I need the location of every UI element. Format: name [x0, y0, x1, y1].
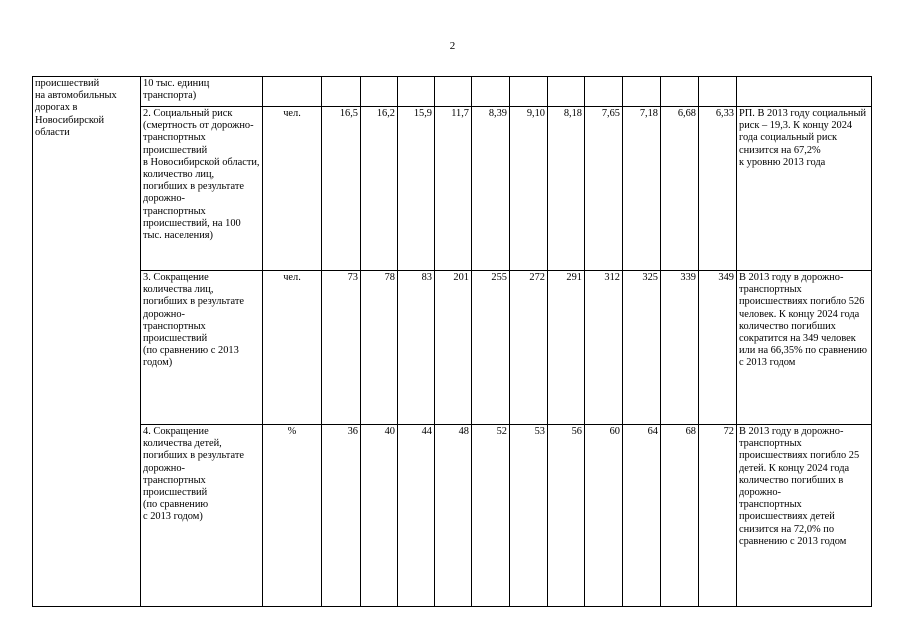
unit-cell: чел.	[263, 271, 322, 425]
value-cell: 44	[398, 425, 435, 607]
value-cell: 201	[435, 271, 472, 425]
note-cell: В 2013 году в дорожно- транспортных происшествиях погибло 526 человек. К концу 2024 года количество погибших сократится на 349 человек или на 66,35% по сравнению с 2013 годом	[737, 271, 872, 425]
table-row	[33, 271, 872, 425]
value-cell: 11,7	[435, 107, 472, 271]
value-cell	[398, 77, 435, 107]
value-cell: 56	[548, 425, 585, 607]
value-cell	[699, 77, 737, 107]
value-cell: 6,33	[699, 107, 737, 271]
value-cell	[585, 77, 623, 107]
value-cell: 9,10	[510, 107, 548, 271]
value-cell	[661, 77, 699, 107]
value-cell: 16,2	[361, 107, 398, 271]
indicator-cell: 10 тыс. единиц транспорта)	[141, 77, 263, 107]
value-cell: 349	[699, 271, 737, 425]
value-cell	[548, 77, 585, 107]
value-cell	[472, 77, 510, 107]
value-cell	[361, 77, 398, 107]
value-cell	[435, 77, 472, 107]
unit-cell: %	[263, 425, 322, 607]
value-cell: 60	[585, 425, 623, 607]
value-cell: 73	[322, 271, 361, 425]
unit-cell: чел.	[263, 107, 322, 271]
value-cell: 291	[548, 271, 585, 425]
indicators-table	[32, 76, 872, 607]
unit-cell	[263, 77, 322, 107]
page-number: 2	[449, 40, 456, 52]
note-cell: РП. В 2013 году социальный риск – 19,3. К концу 2024 года социальный риск снизится на 67,2% к уровню 2013 года	[737, 107, 872, 271]
indicator-cell: 3. Сокращение количества лиц, погибших в результате дорожно- транспортных происшествий (по сравнению с 2013 годом)	[141, 271, 263, 425]
value-cell: 7,18	[623, 107, 661, 271]
value-cell: 16,5	[322, 107, 361, 271]
value-cell: 72	[699, 425, 737, 607]
value-cell: 6,68	[661, 107, 699, 271]
section-label-cell: происшествий на автомобильных дорогах в Новосибирской области	[33, 77, 141, 607]
indicator-cell: 2. Социальный риск (смертность от дорожно- транспортных происшествий в Новосибирской области, количество лиц, погибших в результате дорожно- транспортных происшествий, на 100 тыс. населения)	[141, 107, 263, 271]
value-cell: 83	[398, 271, 435, 425]
value-cell	[737, 77, 872, 107]
value-cell: 15,9	[398, 107, 435, 271]
value-cell: 272	[510, 271, 548, 425]
value-cell: 68	[661, 425, 699, 607]
value-cell: 325	[623, 271, 661, 425]
value-cell	[322, 77, 361, 107]
value-cell	[623, 77, 661, 107]
note-cell: В 2013 году в дорожно- транспортных происшествиях погибло 25 детей. К концу 2024 года количество погибших в дорожно- транспортных происшествиях детей снизится на 72,0% по сравнению с 2013 годом	[737, 425, 872, 607]
value-cell: 7,65	[585, 107, 623, 271]
value-cell: 40	[361, 425, 398, 607]
value-cell: 48	[435, 425, 472, 607]
value-cell: 339	[661, 271, 699, 425]
table-row	[33, 107, 872, 271]
table-row	[33, 77, 872, 107]
value-cell	[510, 77, 548, 107]
table-row	[33, 425, 872, 607]
value-cell: 78	[361, 271, 398, 425]
indicator-cell: 4. Сокращение количества детей, погибших в результате дорожно- транспортных происшествий (по сравнению с 2013 годом)	[141, 425, 263, 607]
value-cell: 53	[510, 425, 548, 607]
value-cell: 312	[585, 271, 623, 425]
value-cell: 255	[472, 271, 510, 425]
value-cell: 36	[322, 425, 361, 607]
value-cell: 64	[623, 425, 661, 607]
value-cell: 52	[472, 425, 510, 607]
value-cell: 8,39	[472, 107, 510, 271]
value-cell: 8,18	[548, 107, 585, 271]
